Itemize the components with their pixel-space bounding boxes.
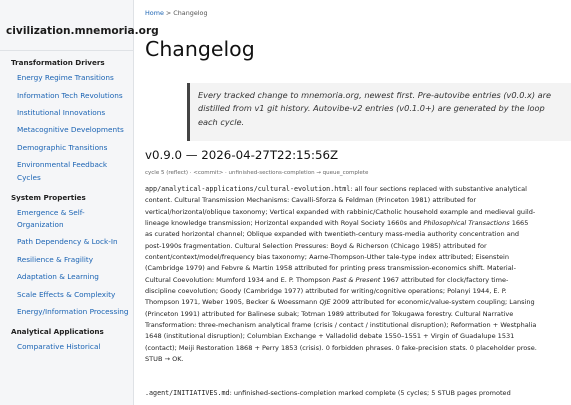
sidebar-item-institutional-innovations[interactable]: Institutional Innovations xyxy=(17,107,106,117)
entry-emphasis-3: QJE xyxy=(319,298,331,307)
section-heading-system-properties: System Properties xyxy=(11,192,86,202)
sidebar-item-information-tech-revolutions[interactable]: Information Tech Revolutions xyxy=(17,90,123,100)
sidebar-item-energy-regime-transitions[interactable]: Energy Regime Transitions xyxy=(17,73,114,82)
sidebar-item-comparative-historical[interactable]: Comparative Historical xyxy=(17,342,101,351)
main-content xyxy=(145,0,552,405)
entry-text-1: : all four sections replaced with substantive analytical content. Cultural Transmission Mechanisms: Cavalli-Sforza & Feldman (Princeton 1981) attributed for vertical/horizontal/oblique taxonomy; Vertical expanded with rabbinic/Catholic household example and medieval guild-lineage knowledge transmission; Horizontal expanded with Royal Society 1660s and xyxy=(145,185,536,228)
sidebar-item-emergence-self-organization[interactable]: Emergence & Self-Organization xyxy=(17,207,85,229)
site-title[interactable]: civilization.mnemoria.org xyxy=(6,25,159,37)
entry-emphasis-2: Past & Present xyxy=(332,275,381,284)
breadcrumb-current: Changelog xyxy=(173,9,208,17)
section-heading-analytical-applications: Analytical Applications xyxy=(11,327,104,336)
sidebar-item-adaptation-learning[interactable]: Adaptation & Learning xyxy=(17,272,99,281)
entry-text-4: 2009 attributed for economic/value-system coupling; Lansing (Princeton 1991) attributed for Balinese subak; Totman 1989 attributed for Tokugawa forestry. Cultural Narrative Transformation: three-mechanism analytical frame (crisis / contact / institutional disruption); Reformation + Westphalia 1648 (institutional disruption); Columbian Exchange + Valladolid debate 1550–1551 + Virgin of Guadalupe 1531 (contact); Meiji Restoration 1868 + Perry 1853 (crisis). 0 forbidden phrases. 0 fake-precision stats. 0 placeholder prose. STUB → OK. xyxy=(145,298,537,364)
sidebar-item-path-dependency-lock-in[interactable]: Path Dependency & Lock-In xyxy=(17,237,118,246)
sidebar-item-scale-effects-complexity[interactable]: Scale Effects & Complexity xyxy=(17,289,116,299)
sidebar-item-demographic-transitions[interactable]: Demographic Transitions xyxy=(17,142,108,152)
nav-list-system-properties xyxy=(0,207,133,319)
sidebar-item-environmental-feedback-cycles[interactable]: Environmental Feedback Cycles xyxy=(17,160,108,182)
entry-paragraph-cultural-evolution xyxy=(145,184,537,366)
entry-paragraph-initiatives xyxy=(145,388,545,399)
sidebar-nav xyxy=(0,50,133,359)
entry-emphasis-1: Philosophical Transactions xyxy=(423,219,510,228)
breadcrumb xyxy=(145,9,208,17)
entry-meta: cycle 5 (reflect) · <commit> · unfinished-sections-completion → queue_complete xyxy=(145,170,369,176)
file-path-code: .agent/INITIATIVES.md xyxy=(145,389,230,397)
entry-heading: v0.9.0 — 2026-04-27T22:15:56Z xyxy=(145,148,339,162)
entry-text-3: 1967 attributed for clock/factory time-discipline coevolution; Goody (Cambridge 1977) attributed for writing/cognitive operations; Polanyi 1944, E. P. Thompson 1971, Weber 1905, Becker & Woessmann xyxy=(145,275,509,307)
entry-text-2: 1665 as curated horizontal channel; Oblique expanded with twentieth-century mass-media authority concentration and post-1990s fragmentation. Cultural Selection Pressures: Boyd & Richerson (Chicago 1985) attributed for content/context/model/frequency bias taxonomy; Aarne-Thompson-Uther tale-type index attributed; Eisenstein (Cambridge 1979) and Febvre & Martin 1958 attributed for printing press transmission-economics shift. Material-Cultural Coevolution: Mumford 1934 and E. P. Thompson xyxy=(145,219,529,284)
nav-list-analytical-applications xyxy=(0,341,133,354)
page-title: Changelog xyxy=(145,37,255,61)
section-heading-transformation-drivers: Transformation Drivers xyxy=(11,58,105,67)
file-path-code: app/analytical-applications/cultural-evolution.html xyxy=(145,185,351,193)
nav-list-transformation-drivers xyxy=(0,72,133,184)
breadcrumb-separator: > xyxy=(163,9,174,17)
sidebar-item-energy-information-processing[interactable]: Energy/Information Processing xyxy=(17,307,129,316)
intro-callout: Every tracked change to mnemoria.org, newest first. Pre-autovibe entries (v0.0.x) are distilled from v1 git history. Autovibe-v2 entries (v0.1.0+) are generated by the loop each cycle. xyxy=(187,83,571,141)
sidebar-item-resilience-fragility[interactable]: Resilience & Fragility xyxy=(17,254,94,264)
sidebar-item-metacognitive-developments[interactable]: Metacognitive Developments xyxy=(17,125,124,134)
entry-text-5: : unfinished-sections-completion marked complete (5 cycles; 5 STUB pages promoted xyxy=(229,389,511,397)
breadcrumb-home-link[interactable]: Home xyxy=(145,9,164,17)
